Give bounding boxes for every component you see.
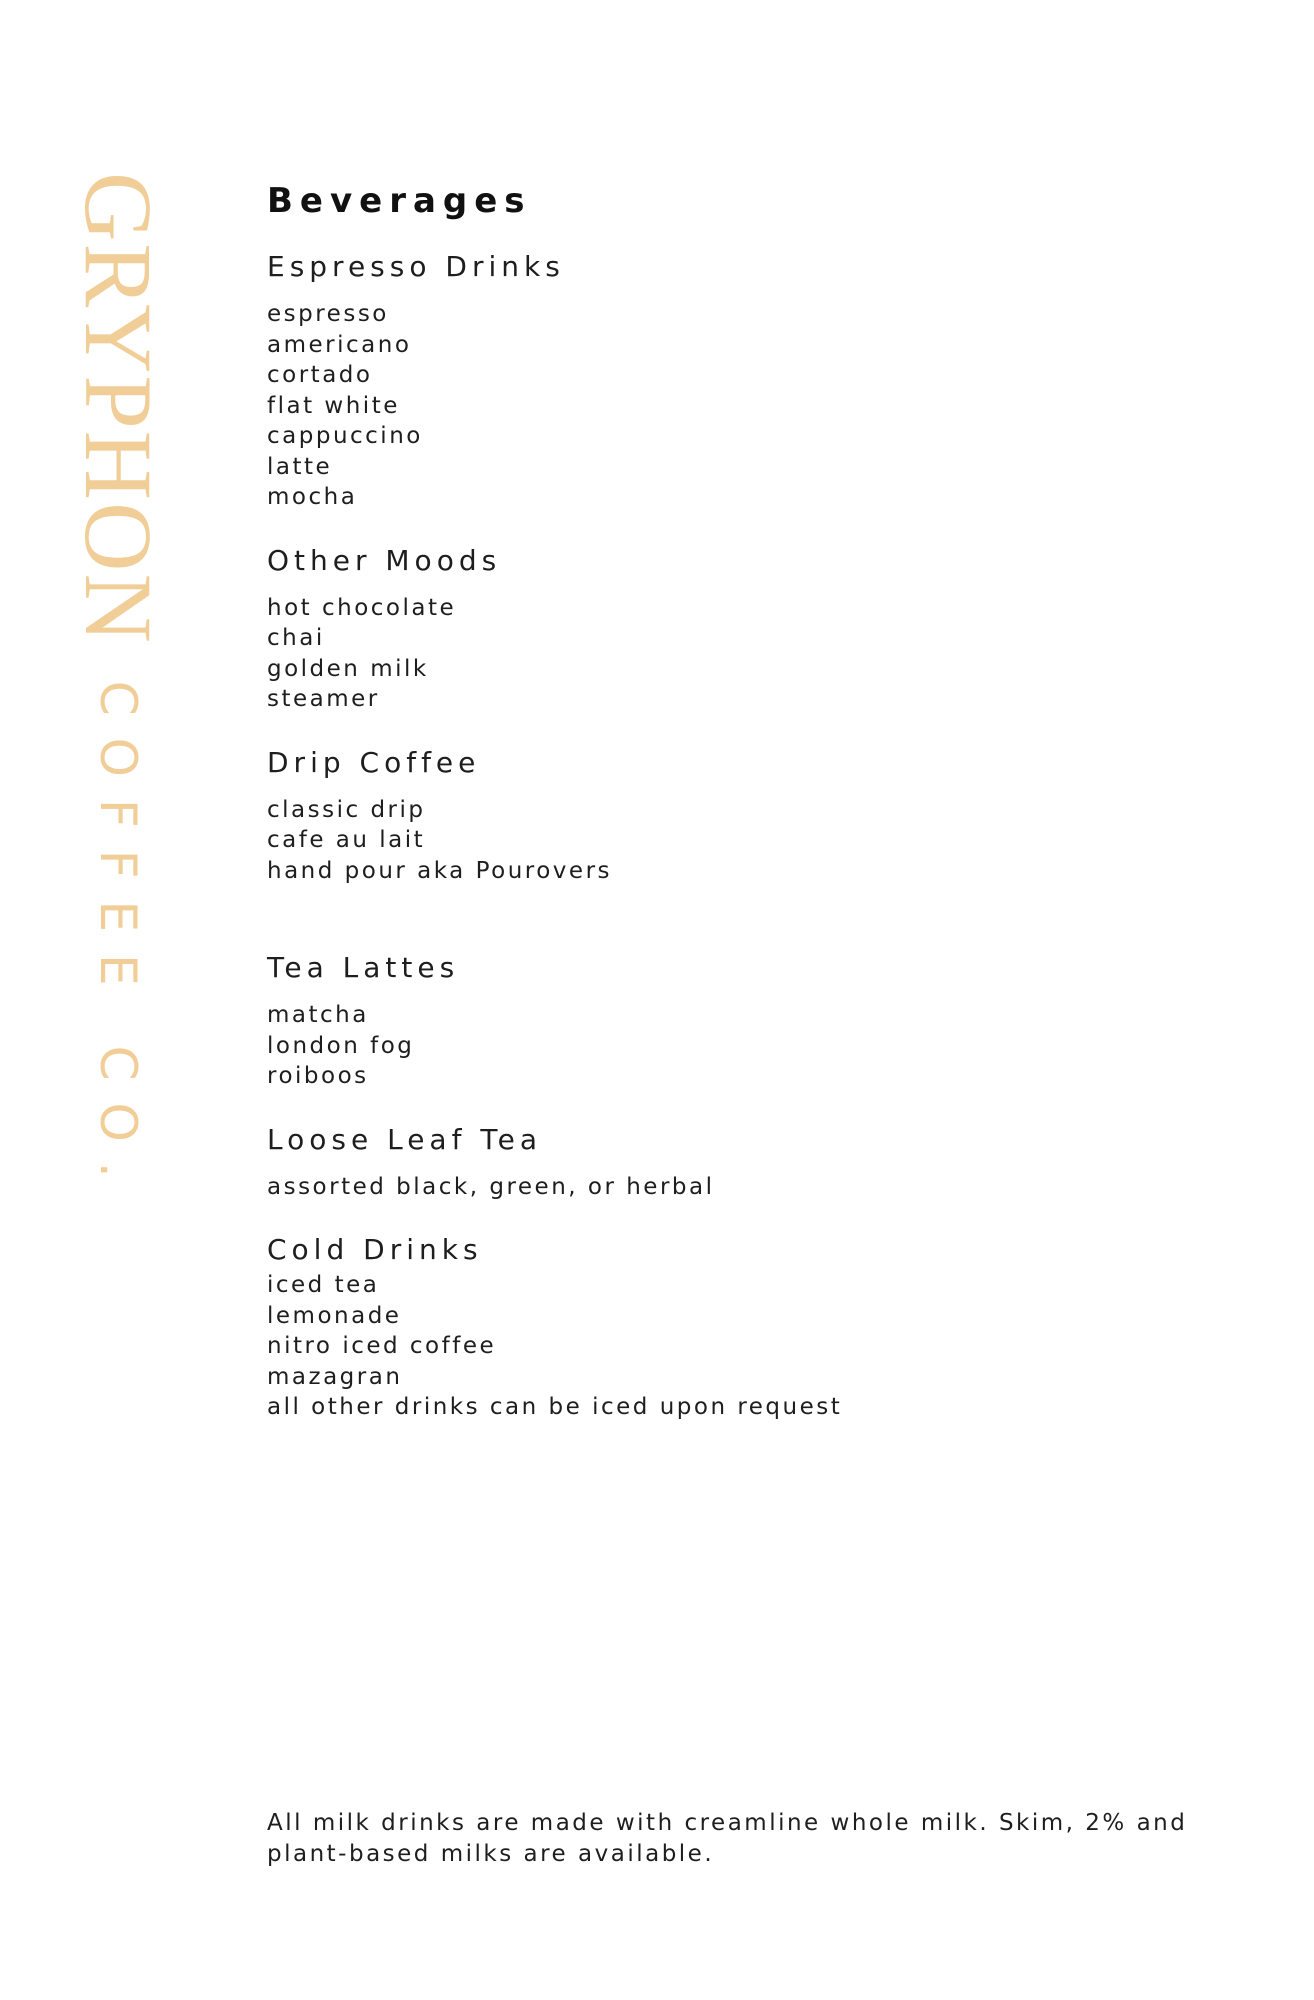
section-loose-leaf-tea (267, 1120, 1227, 1203)
section-other-moods (267, 541, 1227, 715)
section-title: Other Moods (267, 543, 502, 577)
menu-item: flat white (267, 392, 400, 419)
menu-item: mocha (267, 484, 358, 510)
menu-item: golden milk (267, 655, 429, 682)
section-cold-drinks (267, 1230, 1227, 1423)
menu-item: all other drinks can be iced upon request (267, 1394, 843, 1420)
section-spacer (267, 715, 1227, 743)
menu-item: roiboos (267, 1063, 369, 1089)
menu-item: cappuccino (267, 423, 423, 449)
menu-item: iced tea (267, 1272, 380, 1298)
page-title: Beverages (267, 181, 532, 221)
menu-item: london fog (267, 1032, 415, 1059)
menu-item: hot chocolate (267, 594, 457, 621)
section-title: Cold Drinks (267, 1233, 483, 1266)
section-spacer (267, 1092, 1227, 1120)
section-spacer (267, 513, 1227, 541)
milk-footnote: All milk drinks are made with creamline whole milk. Skim, 2% and plant-based milks are available. (267, 1810, 1188, 1867)
beverage-menu (267, 175, 1227, 1423)
menu-item: espresso (267, 301, 389, 327)
menu-item: nitro iced coffee (267, 1333, 497, 1359)
menu-item: cortado (267, 362, 373, 388)
brand-subtitle: COFFEE CO. (89, 680, 147, 1200)
menu-item: matcha (267, 1002, 369, 1028)
section-title: Espresso Drinks (267, 250, 565, 283)
menu-item: americano (267, 331, 412, 358)
section-title: Drip Coffee (267, 745, 481, 779)
section-tea-lattes (267, 948, 1227, 1092)
menu-item: hand pour aka Pourovers (267, 857, 613, 884)
menu-item: assorted black, green, or herbal (267, 1173, 715, 1200)
brand-name: GRYPHON (65, 172, 172, 645)
menu-item: classic drip (267, 796, 426, 823)
section-title: Tea Lattes (267, 951, 460, 984)
section-spacer (267, 886, 1227, 948)
menu-item: mazagran (267, 1363, 403, 1390)
brand-logo (65, 172, 172, 1252)
menu-item: lemonade (267, 1302, 402, 1329)
brand-wordmark (65, 172, 172, 1200)
menu-item: cafe au lait (267, 827, 426, 853)
section-title: Loose Leaf Tea (267, 1122, 543, 1156)
menu-item: steamer (267, 686, 380, 712)
menu-item: latte (267, 453, 333, 480)
section-drip-coffee (267, 743, 1227, 887)
section-spacer (267, 1202, 1227, 1230)
menu-item: chai (267, 625, 325, 651)
section-espresso-drinks (267, 247, 1227, 513)
